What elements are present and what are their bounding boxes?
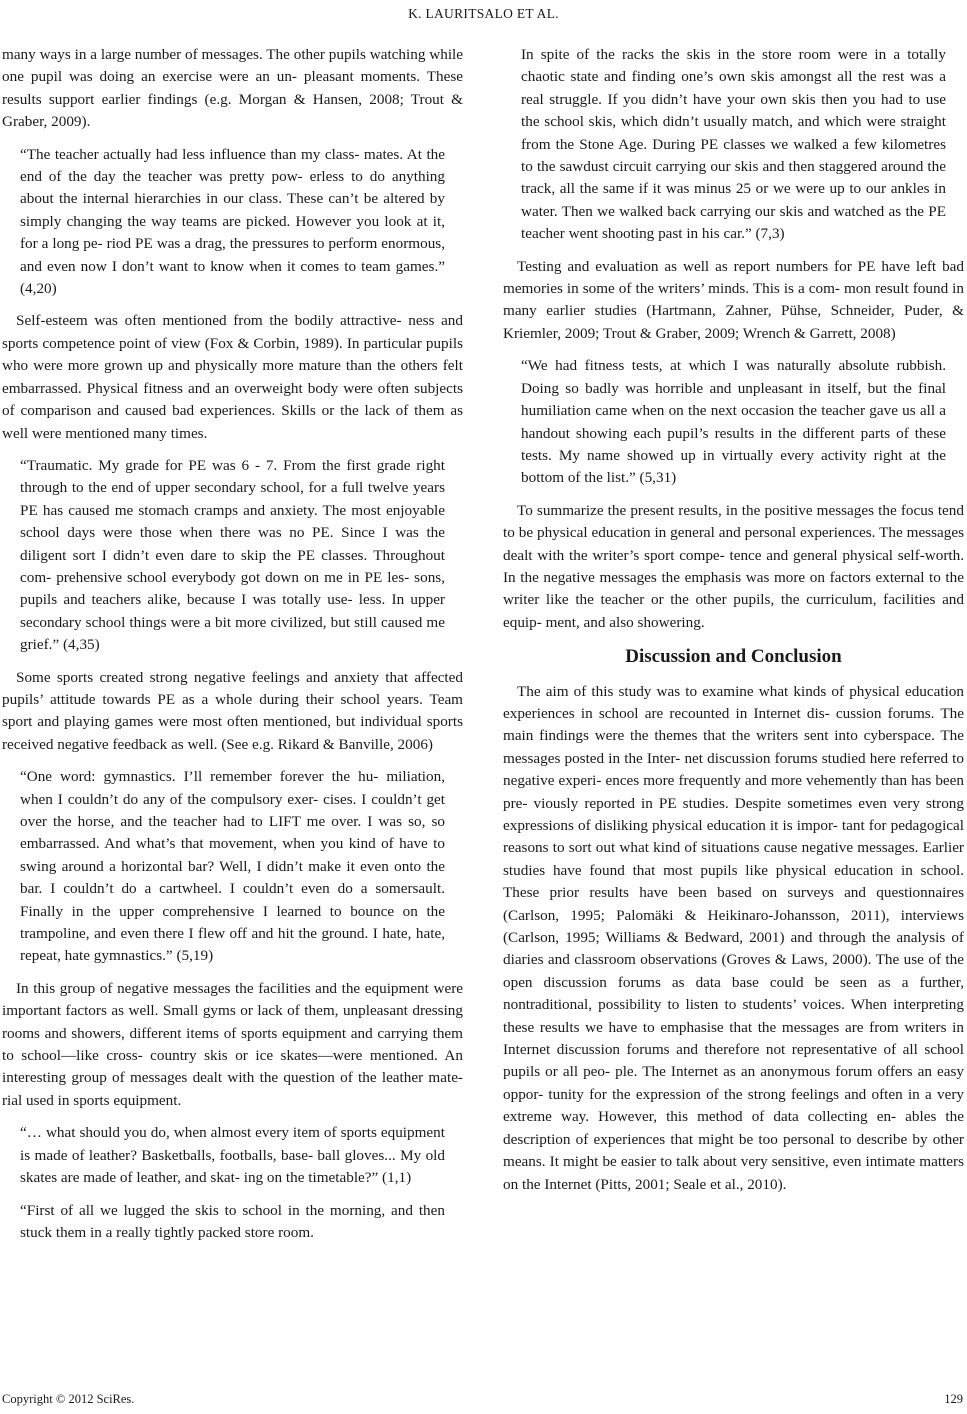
left-column [2,44,463,1254]
page-number: 129 [944,1392,963,1406]
running-head: K. LAURITSALO ET AL. [408,6,559,21]
copyright-notice: Copyright © 2012 SciRes. [2,1392,135,1406]
paragraph: To summarize the present results, in the positive messages the focus tend to be physical education in general and personal experiences. The messages dealt with the writer’s sport compe- tence and general physical self-worth. In the negative messages the emphasis was more on factors external to the writer like the teacher or the other pupils, the curriculum, facilities and equip- ment, and also showering. [503,501,964,631]
paragraph: The aim of this study was to examine what kinds of physical education experiences in school are recounted in Internet dis- cussion forums. The main findings were the themes that the writers sent into cyberspace. The messages posted in the Inter- net discussion forums studied here referred to negative experi- ences more frequently and more vehemently than has been pre- viously reported in PE studies. Despite sometimes even very strong expressions of disliking physical education it is impor- tant for pedagogical reasons to sort out what kind of situations cause negative messages. Earlier studies have found that most pupils like physical education in school. These prior results have been based on surveys and questionnaires (Carlson, 1995; Palomäki & Heikinaro-Johansson, 2011), interviews (Carlson, 1995; Williams & Bedward, 2001) and through the analysis of diaries and classroom observations (Groves & Laws, 2000). The use of the open discussion forums as data base could be seen as a further, nontraditional, possibility to listen to students’ voices. When interpreting these results we have to emphasise that the messages are from writers in Internet discussion forums and therefore not representative of all school pupils or all peo- ple. The Internet as an anonymous forum offers an easy oppor- tunity for the expression of the strong feelings and often in a very extreme way. However, this method of data collecting en- ables the description of experiences that might be too personal to describe by other means. It might be easier to talk about very sensitive, even intimate matters on the Internet (Pitts, 2001; Seale et al., 2010). [503,682,964,1193]
paragraph: Some sports created strong negative feelings and anxiety that affected pupils’ attitude towards PE as a whole during their school years. Team sport and playing games were most often mentioned, but individual sports received negative feedback as well. (See e.g. Rikard & Banville, 2006) [2,668,463,753]
quote: In spite of the racks the skis in the store room were in a totally chaotic state and finding one’s own skis amongst all the rest was a real struggle. If you didn’t have your own skis then you had to use the school skis, which didn’t usually match, and which were straight from the Stone Age. During PE classes we walked a few kilometres to the sawdust circuit carrying our skis and then staggered around the track, all the same if it was minus 25 or we were up to our ankles in water. Then we walked back carrying our skis and watched as the PE teacher went shooting past in his car.” (7,3) [521,46,946,243]
quote: “… what should you do, when almost every item of sports equipment is made of leather? Basketballs, footballs, base- ball gloves... My old skates are made of leather, and skat- ing on the timetable?” (1,1) [20,1124,445,1187]
paragraph: In this group of negative messages the facilities and the equipment were important factors as well. Small gyms or lack of them, unpleasant dressing rooms and showers, different items of sports equipment and carrying them to school—like cross- country skis or ice skates—were mentioned. An interesting group of messages dealt with the question of the leather mate- rial used in sports equipment. [2,979,463,1109]
quote: “We had fitness tests, at which I was naturally absolute rubbish. Doing so badly was horrible and unpleasant in itself, but the final humiliation came when on the next occasion the teacher gave us all a handout showing each pupil’s results in the different parts of these tests. My name showed up in virtually every activity right at the bottom of the list.” (5,31) [521,357,946,487]
paragraph: many ways in a large number of messages. The other pupils watching while one pupil was doing an exercise were an un- pleasant moments. These results support earlier findings (e.g. Morgan & Hansen, 2008; Trout & Graber, 2009). [2,46,463,131]
section-heading: Discussion and Conclusion [625,646,842,668]
right-column [503,44,964,1206]
paragraph: Testing and evaluation as well as report numbers for PE have left bad memories in some of the writers’ minds. This is a com- mon result found in many earlier studies (Hartmann, Zahner, Pühse, Schneider, Puder, & Kriemler, 2009; Trout & Graber, 2009; Wrench & Garrett, 2008) [503,257,964,342]
quote: “The teacher actually had less influence than my class- mates. At the end of the day the teacher was pretty pow- erless to do anything about the internal hierarchies in our class. These can’t be altered by simply changing the way teams are picked. However you look at it, for a long pe- riod PE was a drag, the pressures to perform enormous, and even now I don’t want to know when it comes to team games.” (4,20) [20,145,445,298]
paragraph: Self-esteem was often mentioned from the bodily attractive- ness and sports competence point of view (Fox & Corbin, 1989). In particular pupils who were more grown up and physically more mature than the others felt embarrassed. Physical fitness and an overweight body were often subjects of comparison and caused bad experiences. Skills or the lack of them as well were mentioned many times. [2,312,463,442]
quote: “Traumatic. My grade for PE was 6 - 7. From the first grade right through to the end of upper secondary school, for a full twelve years PE has caused me stomach cramps and anxiety. The most enjoyable school days were those when there was no PE. Since I was the diligent sort I didn’t even dare to skip the PE classes. Throughout com- prehensive school everybody got down on me in PE les- sons, pupils and teachers alike, because I was totally use- less. In upper secondary school things were a bit more civilized, but still caused me grief.” (4,35) [20,456,445,654]
quote: “One word: gymnastics. I’ll remember forever the hu- miliation, when I couldn’t do any of the compulsory exer- cises. I couldn’t get over the horse, and the teacher had to LIFT me over. I was so, so embarrassed. And what’s that movement, when you kind of have to swing around a horizontal bar? Well, I didn’t make it even onto the bar. I couldn’t do a cartwheel. I couldn’t even do a somersault. Finally in the upper comprehensive I learned to bounce on the trampoline, and even there I flew off and hit the ground. I hate, hate, repeat, hate gymnastics.” (5,19) [20,768,445,965]
quote: “First of all we lugged the skis to school in the morning, and then stuck them in a really tightly packed store room. [20,1201,445,1241]
